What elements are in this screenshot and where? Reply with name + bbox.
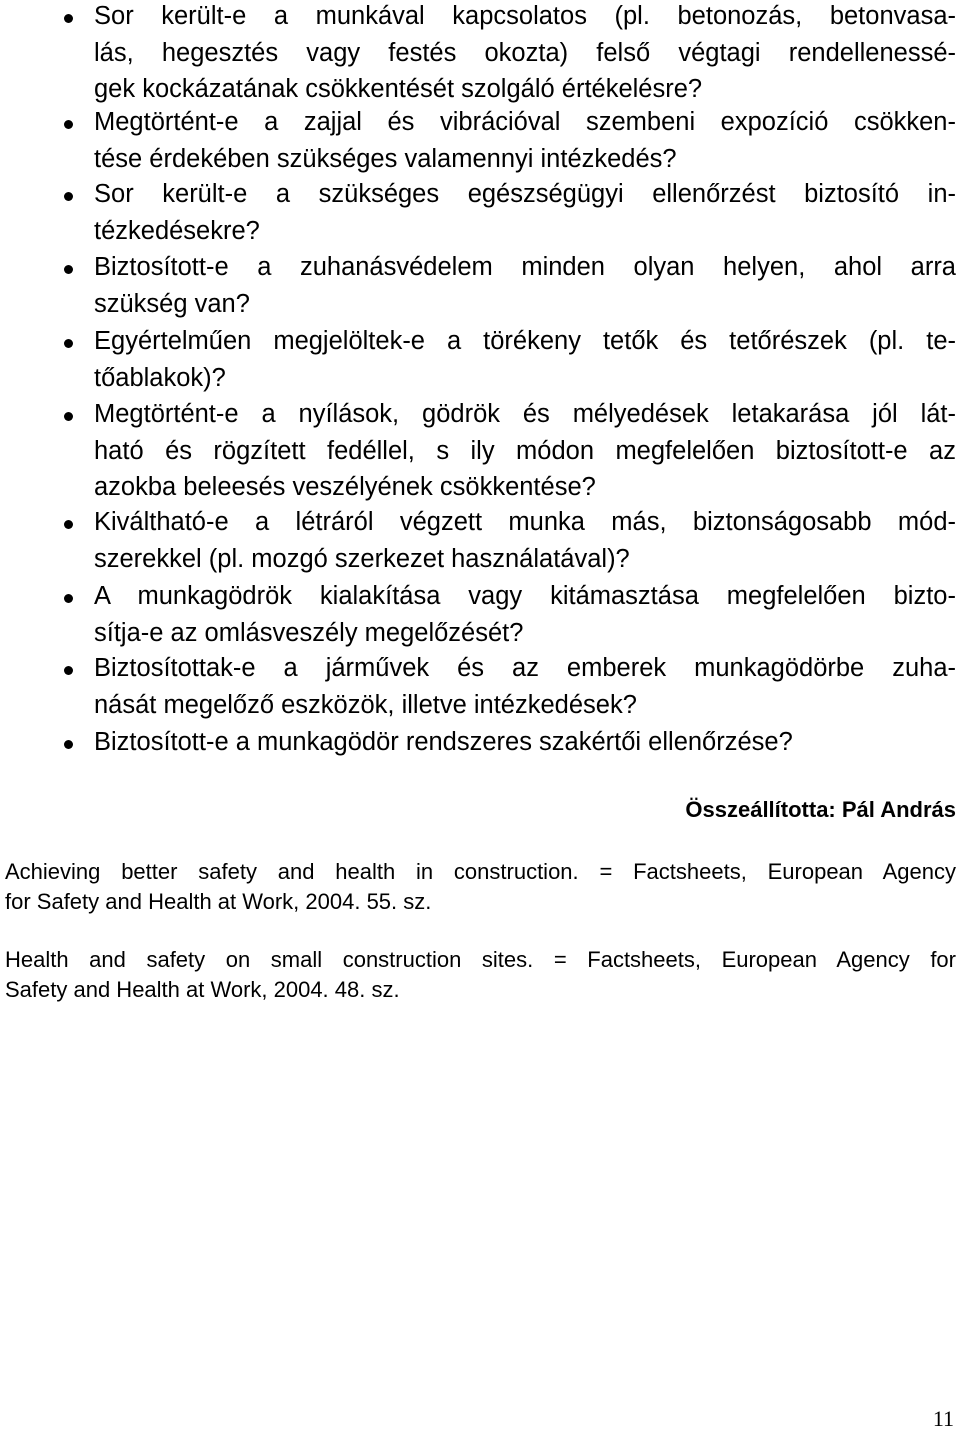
checklist-item <box>94 0 956 108</box>
reference-entry <box>5 945 956 1004</box>
checklist-item <box>94 396 956 506</box>
bullet-dot <box>64 120 73 129</box>
bullet-dot <box>64 14 73 23</box>
bullet-dot <box>64 412 73 421</box>
item-line: Megtörtént-e a zajjal és vibrációval szembeni expozíció csökken- <box>94 108 956 136</box>
item-line: ható és rögzített fedéllel, s ily módon megfelelően biztosított-e az <box>94 436 956 465</box>
item-line: sítja-e az omlásveszély megelőzését? <box>94 618 524 647</box>
item-line: azokba beleesés veszélyének csökkentése? <box>94 473 596 501</box>
item-line: tézkedésekre? <box>94 216 260 245</box>
item-line: tése érdekében szükséges valamennyi intézkedés? <box>94 144 677 173</box>
checklist-item <box>94 104 956 177</box>
bullet-dot <box>64 339 73 348</box>
bullet-dot <box>64 192 73 201</box>
bullet-dot <box>64 666 73 675</box>
checklist-item <box>94 504 956 577</box>
reference-entry <box>5 857 956 916</box>
item-line: Biztosítottak-e a járművek és az emberek munkagödörbe zuha- <box>94 654 956 682</box>
item-line: Egyértelműen megjelöltek-e a törékeny tetők és tetőrészek (pl. te- <box>94 327 956 355</box>
checklist-item <box>94 323 956 396</box>
item-line: Biztosított-e a zuhanásvédelem minden olyan helyen, ahol arra <box>94 253 956 281</box>
bullet-dot <box>64 265 73 274</box>
item-line: Sor került-e a munkával kapcsolatos (pl. betonozás, betonvasa- <box>94 2 956 30</box>
checklist-item <box>94 176 956 249</box>
reference-line: Health and safety on small construction sites. = Factsheets, European Agency for <box>5 947 956 972</box>
item-line: szerekkel (pl. mozgó szerkezet használatával)? <box>94 544 630 573</box>
item-line: A munkagödrök kialakítása vagy kitámasztása megfelelően bizto- <box>94 582 956 610</box>
reference-line: for Safety and Health at Work, 2004. 55. sz. <box>5 888 432 914</box>
bullet-dot <box>64 594 73 603</box>
item-line: Sor került-e a szükséges egészségügyi ellenőrzést biztosító in- <box>94 180 956 208</box>
bullet-dot <box>64 740 73 749</box>
reference-line: Safety and Health at Work, 2004. 48. sz. <box>5 976 400 1002</box>
reference-line: Achieving better safety and health in construction. = Factsheets, European Agency <box>5 859 956 884</box>
item-line: lás, hegesztés vagy festés okozta) felső végtagi rendellenessé- <box>94 38 956 67</box>
checklist-item <box>94 650 956 723</box>
checklist-item <box>94 724 956 761</box>
page-number: 11 <box>932 1406 954 1431</box>
item-line: Kiváltható-e a létráról végzett munka más, biztonságosabb mód- <box>94 508 956 536</box>
item-line: tőablakok)? <box>94 363 226 392</box>
checklist-item <box>94 578 956 651</box>
item-line: szükség van? <box>94 289 250 318</box>
item-line: Biztosított-e a munkagödör rendszeres szakértői ellenőrzése? <box>94 728 793 756</box>
checklist-item <box>94 249 956 322</box>
bullet-dot <box>64 520 73 529</box>
item-line: nását megelőző eszközök, illetve intézkedések? <box>94 690 637 719</box>
item-line: Megtörtént-e a nyílások, gödrök és mélyedések letakarása jól lát- <box>94 400 956 428</box>
item-line: gek kockázatának csökkentését szolgáló értékelésre? <box>94 75 703 103</box>
author-credit: Összeállította: Pál András <box>685 797 956 822</box>
